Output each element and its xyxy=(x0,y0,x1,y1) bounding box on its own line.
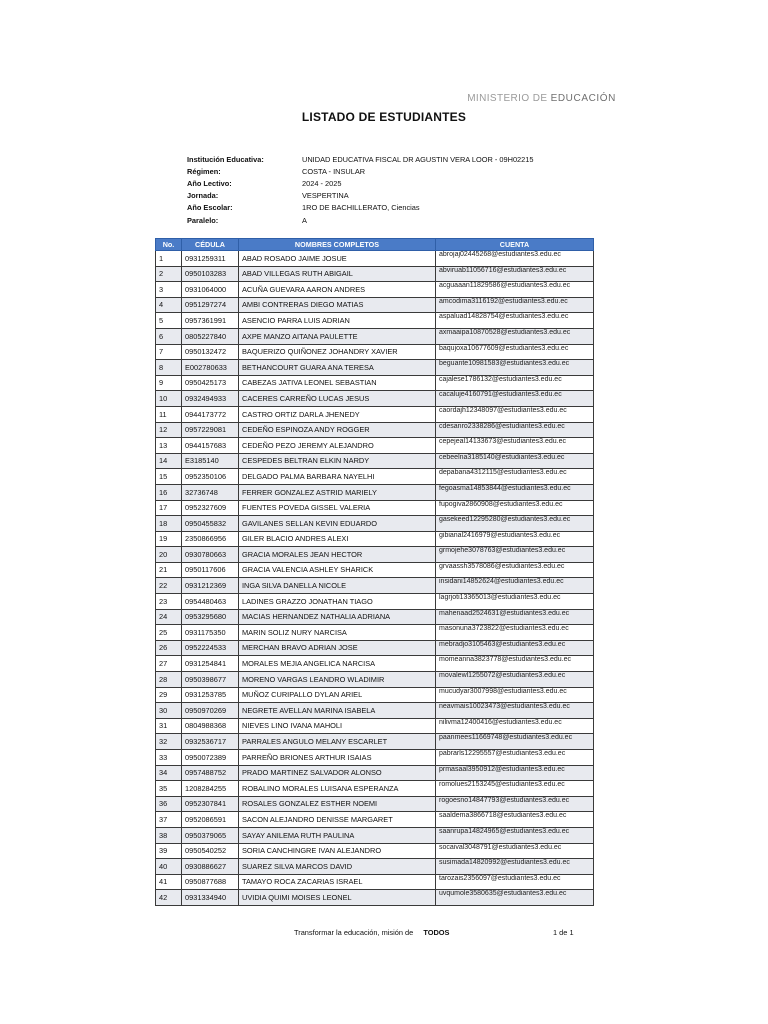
header-cedula: CÉDULA xyxy=(182,239,239,251)
cell-nombre: AXPE MANZO AITANA PAULETTE xyxy=(239,328,436,344)
table-row xyxy=(156,500,594,516)
cell-cuenta: gibianal2416979@estudiantes3.edu.ec xyxy=(436,531,594,547)
info-label: Año Lectivo: xyxy=(187,178,232,188)
info-label: Año Escolar: xyxy=(187,203,233,213)
table-row xyxy=(156,874,594,890)
header-cuenta: CUENTA xyxy=(436,239,594,251)
table-row xyxy=(156,516,594,532)
cell-nombre: ABAD ROSADO JAIME JOSUE xyxy=(239,251,436,267)
table-row xyxy=(156,531,594,547)
cell-cuenta: cepejeal14133673@estudiantes3.edu.ec xyxy=(436,438,594,454)
table-row xyxy=(156,859,594,875)
cell-cuenta: cacaluje4160791@estudiantes3.edu.ec xyxy=(436,391,594,407)
table-row xyxy=(156,656,594,672)
cell-nombre: GRACIA VALENCIA ASHLEY SHARICK xyxy=(239,562,436,578)
cell-no: 39 xyxy=(156,843,182,859)
cell-cuenta: momeanna3823778@estudiantes3.edu.ec xyxy=(436,656,594,672)
cell-cedula: 0931253785 xyxy=(182,687,239,703)
header-no: No. xyxy=(156,239,182,251)
cell-nombre: ASENCIO PARRA LUIS ADRIAN xyxy=(239,313,436,329)
table-row xyxy=(156,266,594,282)
header-nombres: NOMBRES COMPLETOS xyxy=(239,239,436,251)
info-row xyxy=(187,177,607,189)
table-row xyxy=(156,687,594,703)
cell-nombre: DELGADO PALMA BARBARA NAYELHI xyxy=(239,469,436,485)
cell-no: 31 xyxy=(156,718,182,734)
cell-cuenta: susimada14820992@estudiantes3.edu.ec xyxy=(436,859,594,875)
cell-cedula: 0950970269 xyxy=(182,703,239,719)
cell-nombre: PARREÑO BRIONES ARTHUR ISAIAS xyxy=(239,750,436,766)
ministry-logo xyxy=(467,93,616,104)
cell-cuenta: caordajh12348097@estudiantes3.edu.ec xyxy=(436,406,594,422)
table-row xyxy=(156,827,594,843)
cell-nombre: FUENTES POVEDA GISSEL VALERIA xyxy=(239,500,436,516)
cell-cuenta: saaldema3866718@estudiantes3.edu.ec xyxy=(436,812,594,828)
cell-no: 15 xyxy=(156,469,182,485)
table-row xyxy=(156,640,594,656)
cell-cuenta: saanrupa14824965@estudiantes3.edu.ec xyxy=(436,827,594,843)
info-value: UNIDAD EDUCATIVA FISCAL DR AGUSTIN VERA LOOR - 09H02215 xyxy=(302,154,534,164)
cell-cedula: 0952327609 xyxy=(182,500,239,516)
table-row xyxy=(156,594,594,610)
cell-cuenta: fupogiva2860908@estudiantes3.edu.ec xyxy=(436,500,594,516)
cell-no: 25 xyxy=(156,625,182,641)
cell-nombre: CABEZAS JATIVA LEONEL SEBASTIAN xyxy=(239,375,436,391)
cell-cuenta: mebradjo3105463@estudiantes3.edu.ec xyxy=(436,640,594,656)
cell-nombre: TAMAYO ROCA ZACARIAS ISRAEL xyxy=(239,874,436,890)
info-label: Paralelo: xyxy=(187,215,219,225)
table-row xyxy=(156,562,594,578)
table-row xyxy=(156,297,594,313)
cell-no: 40 xyxy=(156,859,182,875)
cell-cuenta: socaival3048791@estudiantes3.edu.ec xyxy=(436,843,594,859)
cell-cuenta: abrojaj02445268@estudiantes3.edu.ec xyxy=(436,251,594,267)
info-label: Régimen: xyxy=(187,166,221,176)
cell-nombre: LADINES GRAZZO JONATHAN TIAGO xyxy=(239,594,436,610)
cell-nombre: SACON ALEJANDRO DENISSE MARGARET xyxy=(239,812,436,828)
cell-no: 14 xyxy=(156,453,182,469)
table-row xyxy=(156,625,594,641)
table-row xyxy=(156,843,594,859)
cell-cuenta: insidani14852624@estudiantes3.edu.ec xyxy=(436,578,594,594)
cell-nombre: MARIN SOLIZ NURY NARCISA xyxy=(239,625,436,641)
cell-no: 28 xyxy=(156,672,182,688)
cell-cuenta: lagrjoti13365013@estudiantes3.edu.ec xyxy=(436,594,594,610)
table-row xyxy=(156,812,594,828)
cell-nombre: BETHANCOURT GUARA ANA TERESA xyxy=(239,360,436,376)
cell-cedula: 0944157683 xyxy=(182,438,239,454)
table-row xyxy=(156,750,594,766)
cell-no: 2 xyxy=(156,266,182,282)
cell-cuenta: depabana4312115@estudiantes3.edu.ec xyxy=(436,469,594,485)
cell-cedula: 0931254841 xyxy=(182,656,239,672)
cell-no: 16 xyxy=(156,484,182,500)
cell-no: 21 xyxy=(156,562,182,578)
cell-cedula: 0950117606 xyxy=(182,562,239,578)
cell-cedula: 0930886627 xyxy=(182,859,239,875)
cell-nombre: ABAD VILLEGAS RUTH ABIGAIL xyxy=(239,266,436,282)
cell-nombre: BAQUERIZO QUIÑONEZ JOHANDRY XAVIER xyxy=(239,344,436,360)
cell-cedula: 1208284255 xyxy=(182,781,239,797)
cell-nombre: INGA SILVA DANELLA NICOLE xyxy=(239,578,436,594)
cell-no: 42 xyxy=(156,890,182,906)
cell-nombre: NEGRETE AVELLAN MARINA ISABELA xyxy=(239,703,436,719)
table-row xyxy=(156,422,594,438)
cell-cuenta: rogoesno14847793@estudiantes3.edu.ec xyxy=(436,796,594,812)
table-row xyxy=(156,781,594,797)
cell-cedula: 0950877688 xyxy=(182,874,239,890)
cell-cuenta: tarozais2356097@estudiantes3.edu.ec xyxy=(436,874,594,890)
table-row xyxy=(156,438,594,454)
cell-no: 41 xyxy=(156,874,182,890)
table-row xyxy=(156,672,594,688)
cell-no: 20 xyxy=(156,547,182,563)
table-row xyxy=(156,796,594,812)
cell-no: 33 xyxy=(156,750,182,766)
cell-cuenta: beguante10981583@estudiantes3.edu.ec xyxy=(436,360,594,376)
table-row xyxy=(156,547,594,563)
info-row xyxy=(187,214,607,226)
cell-cedula: 0950103283 xyxy=(182,266,239,282)
cell-nombre: PRADO MARTINEZ SALVADOR ALONSO xyxy=(239,765,436,781)
table-row xyxy=(156,344,594,360)
cell-nombre: MACIAS HERNANDEZ NATHALIA ADRIANA xyxy=(239,609,436,625)
cell-cuenta: aspaluad14828754@estudiantes3.edu.ec xyxy=(436,313,594,329)
cell-cedula: 0930780663 xyxy=(182,547,239,563)
cell-no: 24 xyxy=(156,609,182,625)
cell-nombre: ACUÑA GUEVARA AARON ANDRES xyxy=(239,282,436,298)
cell-cedula: 0951297274 xyxy=(182,297,239,313)
info-label: Jornada: xyxy=(187,191,219,201)
cell-cuenta: cebeelna3185140@estudiantes3.edu.ec xyxy=(436,453,594,469)
cell-no: 34 xyxy=(156,765,182,781)
cell-cuenta: amcodima3116192@estudiantes3.edu.ec xyxy=(436,297,594,313)
page-number: 1 de 1 xyxy=(553,928,574,937)
cell-nombre: MERCHAN BRAVO ADRIAN JOSE xyxy=(239,640,436,656)
info-row xyxy=(187,153,607,165)
cell-nombre: FERRER GONZALEZ ASTRID MARIELY xyxy=(239,484,436,500)
cell-no: 8 xyxy=(156,360,182,376)
cell-nombre: CEDEÑO PEZO JEREMY ALEJANDRO xyxy=(239,438,436,454)
footer-slogan xyxy=(294,928,449,937)
footer-slogan-bold: TODOS xyxy=(423,928,450,937)
cell-nombre: ROBALINO MORALES LUISANA ESPERANZA xyxy=(239,781,436,797)
cell-cedula: 0957488752 xyxy=(182,765,239,781)
table-row xyxy=(156,406,594,422)
cell-cedula: 0952307841 xyxy=(182,796,239,812)
cell-cedula: 0957361991 xyxy=(182,313,239,329)
cell-cuenta: axmaaipa10870528@estudiantes3.edu.ec xyxy=(436,328,594,344)
cell-no: 29 xyxy=(156,687,182,703)
cell-cedula: 0952086591 xyxy=(182,812,239,828)
cell-nombre: CESPEDES BELTRAN ELKIN NARDY xyxy=(239,453,436,469)
cell-cuenta: acguaaan11829586@estudiantes3.edu.ec xyxy=(436,282,594,298)
table-row xyxy=(156,251,594,267)
cell-no: 37 xyxy=(156,812,182,828)
table-row xyxy=(156,282,594,298)
cell-nombre: GAVILANES SELLAN KEVIN EDUARDO xyxy=(239,516,436,532)
cell-cedula: 0957229081 xyxy=(182,422,239,438)
cell-cedula: 0931064000 xyxy=(182,282,239,298)
cell-no: 17 xyxy=(156,500,182,516)
ministry-logo-bold: EDUCACIÓN xyxy=(550,93,616,104)
cell-nombre: MUÑOZ CURIPALLO DYLAN ARIEL xyxy=(239,687,436,703)
cell-cedula: 0950379065 xyxy=(182,827,239,843)
cell-cedula: 0805227840 xyxy=(182,328,239,344)
info-label: Institución Educativa: xyxy=(187,154,264,164)
cell-cedula: 0932536717 xyxy=(182,734,239,750)
cell-cedula: 2350866956 xyxy=(182,531,239,547)
cell-cedula: 0950132472 xyxy=(182,344,239,360)
cell-cuenta: movalewl1255072@estudiantes3.edu.ec xyxy=(436,672,594,688)
table-row xyxy=(156,578,594,594)
cell-no: 11 xyxy=(156,406,182,422)
cell-cedula: E3185140 xyxy=(182,453,239,469)
cell-cuenta: grmojehe3078763@estudiantes3.edu.ec xyxy=(436,547,594,563)
info-row xyxy=(187,165,607,177)
cell-nombre: CACERES CARREÑO LUCAS JESUS xyxy=(239,391,436,407)
cell-cuenta: romolues2153245@estudiantes3.edu.ec xyxy=(436,781,594,797)
cell-no: 13 xyxy=(156,438,182,454)
page-title: LISTADO DE ESTUDIANTES xyxy=(301,110,467,124)
info-value: 1RO DE BACHILLERATO, Ciencias xyxy=(302,203,420,213)
cell-cuenta: fegoasma14853844@estudiantes3.edu.ec xyxy=(436,484,594,500)
cell-cuenta: prmasaal3950912@estudiantes3.edu.ec xyxy=(436,765,594,781)
cell-no: 19 xyxy=(156,531,182,547)
cell-nombre: SAYAY ANILEMA RUTH PAULINA xyxy=(239,827,436,843)
footer-slogan-text: Transformar la educación, misión de xyxy=(294,928,414,937)
cell-nombre: GRACIA MORALES JEAN HECTOR xyxy=(239,547,436,563)
cell-cedula: 0950072389 xyxy=(182,750,239,766)
cell-cedula: 0950425173 xyxy=(182,375,239,391)
cell-nombre: UVIDIA QUIMI MOISES LEONEL xyxy=(239,890,436,906)
info-value: 2024 - 2025 xyxy=(302,178,342,188)
cell-no: 5 xyxy=(156,313,182,329)
cell-cedula: 0931259311 xyxy=(182,251,239,267)
cell-nombre: CASTRO ORTIZ DARLA JHENEDY xyxy=(239,406,436,422)
cell-cedula: 0950455832 xyxy=(182,516,239,532)
table-header-row xyxy=(156,239,594,251)
cell-cedula: 0952224533 xyxy=(182,640,239,656)
cell-cuenta: baqujoxa10677609@estudiantes3.edu.ec xyxy=(436,344,594,360)
cell-no: 3 xyxy=(156,282,182,298)
cell-nombre: CEDEÑO ESPINOZA ANDY ROGGER xyxy=(239,422,436,438)
table-row xyxy=(156,328,594,344)
cell-cedula: 0950398677 xyxy=(182,672,239,688)
cell-cedula: 0931212369 xyxy=(182,578,239,594)
info-row xyxy=(187,202,607,214)
cell-cedula: 0944173772 xyxy=(182,406,239,422)
cell-cedula: 0952350106 xyxy=(182,469,239,485)
cell-no: 23 xyxy=(156,594,182,610)
cell-cedula: 0932494933 xyxy=(182,391,239,407)
cell-cedula: 0804988368 xyxy=(182,718,239,734)
cell-no: 35 xyxy=(156,781,182,797)
cell-nombre: SUAREZ SILVA MARCOS DAVID xyxy=(239,859,436,875)
cell-nombre: SORIA CANCHINGRE IVAN ALEJANDRO xyxy=(239,843,436,859)
table-row xyxy=(156,360,594,376)
table-row xyxy=(156,469,594,485)
table-row xyxy=(156,890,594,906)
cell-nombre: GILER BLACIO ANDRES ALEXI xyxy=(239,531,436,547)
cell-cuenta: cdesanro2338286@estudiantes3.edu.ec xyxy=(436,422,594,438)
cell-no: 1 xyxy=(156,251,182,267)
cell-no: 30 xyxy=(156,703,182,719)
info-row xyxy=(187,190,607,202)
cell-cuenta: neavmais10023473@estudiantes3.edu.ec xyxy=(436,703,594,719)
cell-cuenta: abviruab11056716@estudiantes3.edu.ec xyxy=(436,266,594,282)
table-row xyxy=(156,609,594,625)
cell-no: 10 xyxy=(156,391,182,407)
cell-no: 26 xyxy=(156,640,182,656)
cell-no: 4 xyxy=(156,297,182,313)
cell-no: 32 xyxy=(156,734,182,750)
table-row xyxy=(156,734,594,750)
cell-no: 38 xyxy=(156,827,182,843)
table-row xyxy=(156,375,594,391)
cell-cuenta: uvqumole3580635@estudiantes3.edu.ec xyxy=(436,890,594,906)
cell-no: 6 xyxy=(156,328,182,344)
cell-cuenta: mahenaad2524631@estudiantes3.edu.ec xyxy=(436,609,594,625)
cell-no: 9 xyxy=(156,375,182,391)
table-row xyxy=(156,484,594,500)
cell-cuenta: gasekeed12295280@estudiantes3.edu.ec xyxy=(436,516,594,532)
cell-cedula: 0931175350 xyxy=(182,625,239,641)
cell-cedula: 32736748 xyxy=(182,484,239,500)
info-value: VESPERTINA xyxy=(302,191,349,201)
cell-nombre: AMBI CONTRERAS DIEGO MATIAS xyxy=(239,297,436,313)
info-value: A xyxy=(302,215,307,225)
table-row xyxy=(156,718,594,734)
cell-no: 12 xyxy=(156,422,182,438)
cell-cedula: E002780633 xyxy=(182,360,239,376)
cell-cuenta: pabrarls12295557@estudiantes3.edu.ec xyxy=(436,750,594,766)
table-row xyxy=(156,313,594,329)
cell-cedula: 0931334940 xyxy=(182,890,239,906)
cell-nombre: MORALES MEJIA ANGELICA NARCISA xyxy=(239,656,436,672)
cell-no: 18 xyxy=(156,516,182,532)
cell-nombre: ROSALES GONZALEZ ESTHER NOEMI xyxy=(239,796,436,812)
cell-cedula: 0954480463 xyxy=(182,594,239,610)
cell-cuenta: cajalese1786132@estudiantes3.edu.ec xyxy=(436,375,594,391)
table-row xyxy=(156,453,594,469)
cell-nombre: NIEVES LINO IVANA MAHOLI xyxy=(239,718,436,734)
cell-cedula: 0950540252 xyxy=(182,843,239,859)
cell-no: 7 xyxy=(156,344,182,360)
cell-no: 22 xyxy=(156,578,182,594)
info-value: COSTA - INSULAR xyxy=(302,166,366,176)
cell-nombre: PARRALES ANGULO MELANY ESCARLET xyxy=(239,734,436,750)
cell-cuenta: nilivma12400416@estudiantes3.edu.ec xyxy=(436,718,594,734)
institution-info xyxy=(187,153,607,226)
table-row xyxy=(156,765,594,781)
cell-cuenta: grvaassh3578086@estudiantes3.edu.ec xyxy=(436,562,594,578)
students-table xyxy=(155,238,594,906)
table-row xyxy=(156,391,594,407)
cell-cuenta: mucudyar3007998@estudiantes3.edu.ec xyxy=(436,687,594,703)
cell-cuenta: paanmees11669748@estudiantes3.edu.ec xyxy=(436,734,594,750)
cell-cedula: 0953295680 xyxy=(182,609,239,625)
table-row xyxy=(156,703,594,719)
ministry-logo-light: MINISTERIO DE xyxy=(467,93,548,104)
cell-no: 27 xyxy=(156,656,182,672)
cell-cuenta: masonuna3723822@estudiantes3.edu.ec xyxy=(436,625,594,641)
cell-no: 36 xyxy=(156,796,182,812)
cell-nombre: MORENO VARGAS LEANDRO WLADIMIR xyxy=(239,672,436,688)
